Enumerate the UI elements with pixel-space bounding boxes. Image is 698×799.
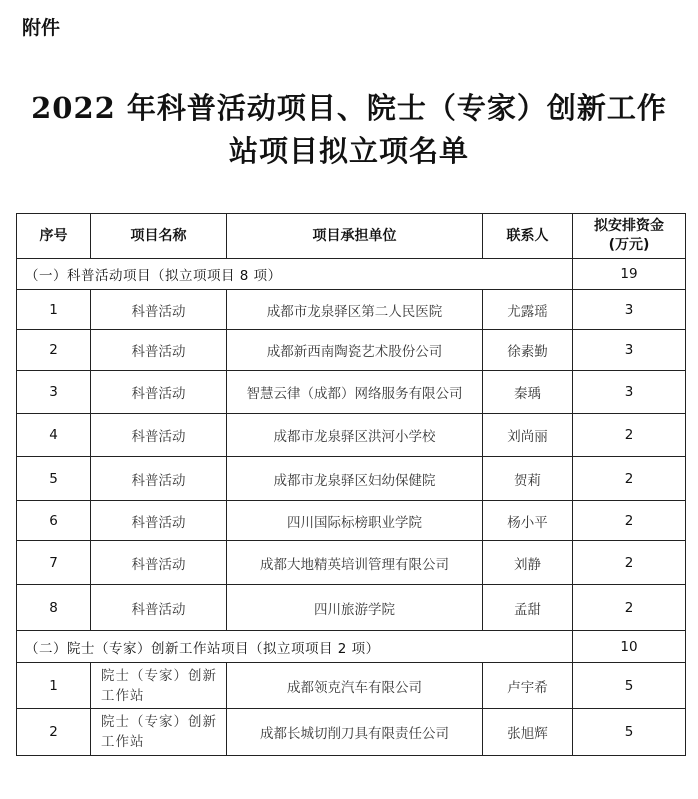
row-unit: 成都市龙泉驿区第二人民医院 [227,290,483,330]
section-row [17,631,686,663]
row-contact: 徐素勤 [483,330,573,371]
row-project-name-line1: 院士（专家）创新 [101,667,217,684]
row-no: 1 [17,290,91,330]
row-contact: 尤露瑶 [483,290,573,330]
table-row [17,371,686,414]
table-row [17,290,686,330]
row-fund: 2 [573,585,686,631]
row-contact: 张旭辉 [483,709,573,756]
table-row [17,330,686,371]
attachment-label: 附件 [22,17,61,39]
table-row [17,541,686,585]
row-project-name-line1: 院士（专家）创新 [101,714,217,730]
row-no: 6 [17,501,91,541]
row-fund: 3 [573,290,686,330]
row-contact: 孟甜 [483,585,573,631]
row-fund: 2 [573,541,686,585]
row-fund: 3 [573,330,686,371]
row-unit: 四川国际标榜职业学院 [227,501,483,541]
section-total: 19 [573,259,686,290]
document-title-line1: 2022 年科普活动项目、院士（专家）创新工作 [31,91,667,125]
row-unit: 成都市龙泉驿区洪河小学校 [227,414,483,457]
row-project-name: 科普活动 [91,457,227,501]
row-project-name: 科普活动 [91,541,227,585]
table-row [17,501,686,541]
row-no: 5 [17,457,91,501]
row-contact: 刘静 [483,541,573,585]
header-undertaking-unit: 项目承担单位 [227,214,483,259]
row-project-name: 科普活动 [91,290,227,330]
row-project-name: 科普活动 [91,414,227,457]
row-fund: 2 [573,501,686,541]
row-fund: 5 [573,663,686,709]
row-project-name-line2: 工作站 [101,734,145,750]
row-project-name [91,709,227,756]
row-no: 8 [17,585,91,631]
row-contact: 秦瑀 [483,371,573,414]
row-contact: 卢宇希 [483,663,573,709]
table-row [17,414,686,457]
row-unit: 成都大地精英培训管理有限公司 [227,541,483,585]
row-unit: 成都新西南陶瓷艺术股份公司 [227,330,483,371]
row-no: 2 [17,330,91,371]
row-contact: 刘尚丽 [483,414,573,457]
header-contact: 联系人 [483,214,573,259]
row-fund: 2 [573,457,686,501]
row-fund: 3 [573,371,686,414]
header-project-name: 项目名称 [91,214,227,259]
row-project-name [91,663,227,709]
document-title-line2: 站项目拟立项名单 [228,134,469,168]
row-fund: 2 [573,414,686,457]
table-row [17,663,686,709]
section-total: 10 [573,631,686,663]
row-no: 7 [17,541,91,585]
row-no: 3 [17,371,91,414]
row-unit: 四川旅游学院 [227,585,483,631]
row-project-name: 科普活动 [91,585,227,631]
row-project-name: 科普活动 [91,371,227,414]
row-no: 4 [17,414,91,457]
section-label: （二）院士（专家）创新工作站项目（拟立项项目 2 项） [17,631,573,663]
row-unit: 成都市龙泉驿区妇幼保健院 [227,457,483,501]
header-funding-line2: (万元) [608,237,650,253]
project-list-table [16,213,686,756]
table-row [17,585,686,631]
table-row [17,457,686,501]
row-project-name: 科普活动 [91,501,227,541]
table-row [17,709,686,756]
header-no: 序号 [17,214,91,259]
row-contact: 杨小平 [483,501,573,541]
row-unit: 智慧云律（成都）网络服务有限公司 [227,371,483,414]
header-funding-line1: 拟安排资金 [594,218,664,234]
row-project-name-line2: 工作站 [101,687,145,704]
header-funding [573,214,686,259]
row-unit: 成都长城切削刀具有限责任公司 [227,709,483,756]
row-unit: 成都领克汽车有限公司 [227,663,483,709]
row-no: 2 [17,709,91,756]
section-label: （一）科普活动项目（拟立项项目 8 项） [17,259,573,290]
row-contact: 贺莉 [483,457,573,501]
row-project-name: 科普活动 [91,330,227,371]
section-row [17,259,686,290]
table-header-row [17,214,686,259]
row-no: 1 [17,663,91,709]
row-fund: 5 [573,709,686,756]
